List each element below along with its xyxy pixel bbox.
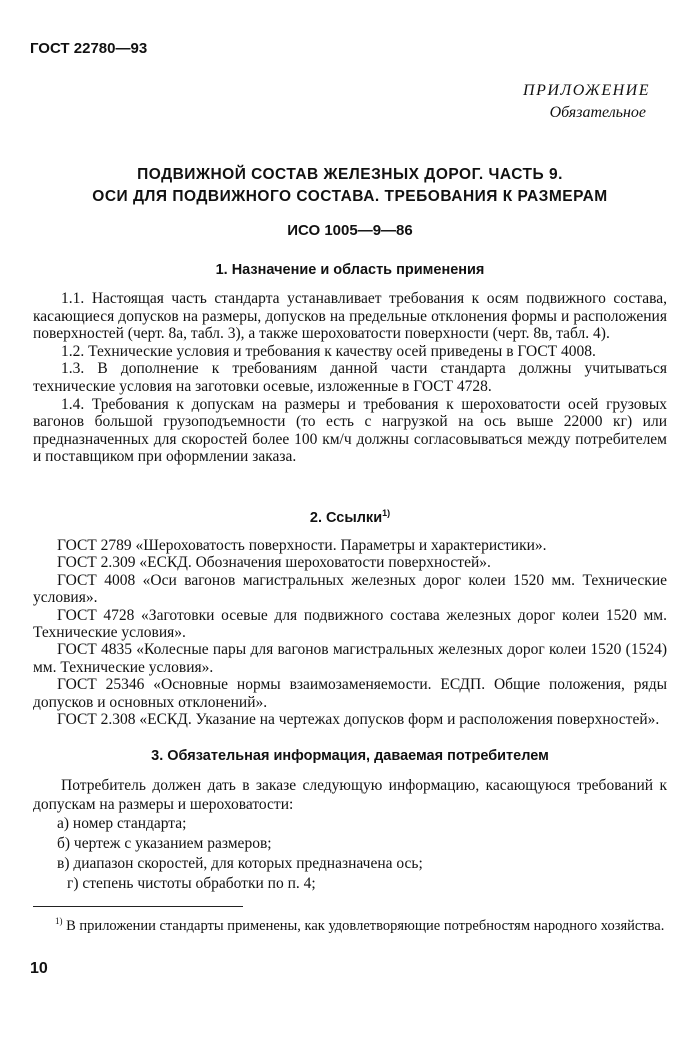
page-number: 10 [30,960,48,977]
footnote [33,912,667,936]
paragraph-1-4: 1.4. Требования к допускам на размеры и требования к шероховатости осей грузовых вагонов большой грузоподъемности (то есть с нагрузкой на ось выше 22000 кг) или предназначенных для скоростей более 100 км/ч должны согласовываться между потребителем и поставщиком при оформлении заказа. [33,395,667,466]
iso-designation: ИСО 1005—9—86 [287,222,413,239]
paragraph-1-1: 1.1. Настоящая часть стандарта устанавливает требования к осям подвижного состава, касающиеся допусков на размеры, допусков на предельные отклонения формы и расположения поверхностей (черт. 8а, табл. 3), а также шероховатости поверхности (черт. 8в, табл. 4). [33,290,667,343]
appendix-block [523,80,650,124]
reference-item: ГОСТ 2789 «Шероховатость поверхности. Параметры и характеристики». [57,537,547,554]
reference-item: ГОСТ 4835 «Колесные пары для вагонов магистральных железных дорог колеи 1520 (1524) мм. Технические условия». [33,641,667,676]
paragraph-1-3: 1.3. В дополнение к требованиям данной части стандарта должны учитываться технические условия на заготовки осевые, изложенные в ГОСТ 4728. [33,360,667,395]
appendix-label: ПРИЛОЖЕНИЕ [523,82,650,99]
reference-item: ГОСТ 2.308 «ЕСКД. Указание на чертежах допусков форм и расположения поверхностей». [57,711,660,729]
document-title [40,164,660,208]
reference-item: ГОСТ 4728 «Заготовки осевые для подвижного состава железных дорог колеи 1520 мм. Технические условия». [33,606,667,642]
paragraph-1-2: 1.2. Технические условия и требования к качеству осей приведены в ГОСТ 4008. [61,342,596,360]
section-3-intro: Потребитель должен дать в заказе следующую информацию, касающуюся требований к допускам на размеры и шероховатости: [33,777,667,813]
reference-item: ГОСТ 25346 «Основные нормы взаимозаменяемости. ЕСДП. Общие положения, ряды допусков и основных отклонений». [33,676,667,711]
list-item: в) диапазон скоростей, для которых предназначена ось; [57,855,423,872]
title-line-1: ПОДВИЖНОЙ СОСТАВ ЖЕЛЕЗНЫХ ДОРОГ. ЧАСТЬ 9. [137,166,563,183]
section-1-heading: 1. Назначение и область применения [215,262,485,278]
reference-item: ГОСТ 2.309 «ЕСКД. Обозначения шероховатости поверхностей». [57,554,491,572]
section-2-heading-text: 2. Ссылки [309,509,383,526]
footnote-text: В приложении стандарты применены, как удовлетворяющие потребностям народного хозяйства. [66,917,665,934]
list-item: б) чертеж с указанием размеров; [57,835,272,852]
document-code: ГОСТ 22780—93 [30,40,148,57]
footnote-marker: 1) [382,508,391,518]
title-line-2: ОСИ ДЛЯ ПОДВИЖНОГО СОСТАВА. ТРЕБОВАНИЯ К РАЗМЕРАМ [92,188,608,205]
section-3-body [33,776,667,894]
section-1-body [33,290,667,466]
footnote-divider [33,906,243,907]
section-3-heading: 3. Обязательная информация, даваемая потребителем [151,748,549,764]
reference-item: ГОСТ 4008 «Оси вагонов магистральных железных дорог колеи 1520 мм. Технические условия». [33,571,667,607]
appendix-status: Обязательное [549,104,646,121]
references-list [33,537,667,728]
footnote-mark: 1) [55,916,63,926]
section-2-heading [40,508,660,526]
list-item: г) степень чистоты обработки по п. 4; [67,875,316,892]
list-item: а) номер стандарта; [57,815,187,832]
